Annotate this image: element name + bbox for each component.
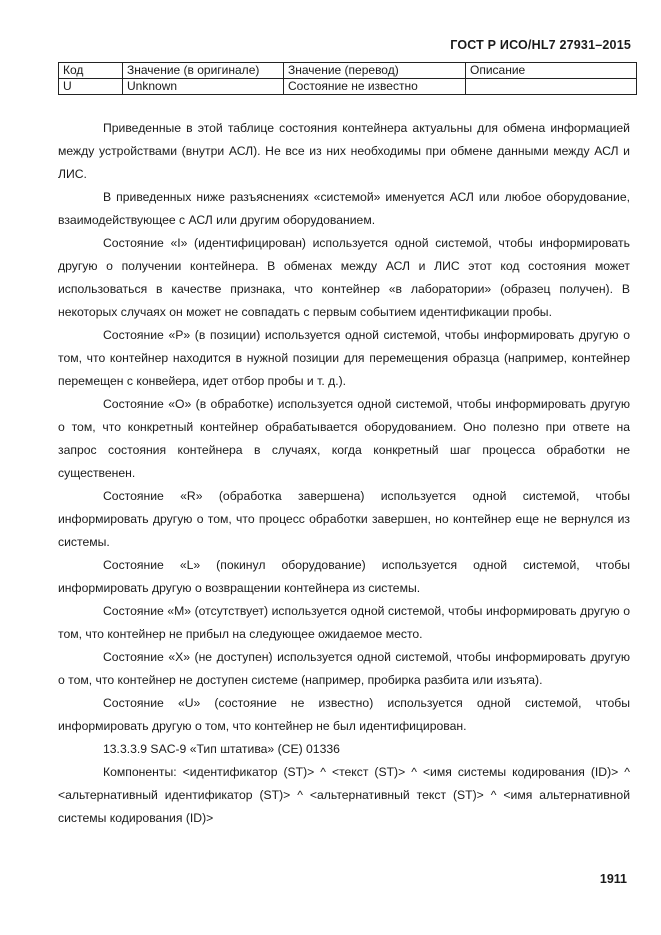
table-cell <box>466 79 637 95</box>
table-cell: U <box>59 79 123 95</box>
paragraph: В приведенных ниже разъяснениях «системой» именуется АСЛ или любое оборудование, взаимодействующее с АСЛ или другим оборудованием. <box>58 190 630 227</box>
table-header-cell: Значение (перевод) <box>284 63 466 79</box>
section-heading: 13.3.3.9 SAC-9 «Тип штатива» (CE) 01336 <box>103 742 340 756</box>
paragraph: Состояние «P» (в позиции) используется одной системой, чтобы информировать другую о том, что контейнер находится в нужной позиции для перемещения образца (например, контейнер перемещен с конвейера, идет отбор пробы и т. д.). <box>58 328 630 388</box>
standard-code-header: ГОСТ Р ИСО/HL7 27931–2015 <box>450 38 631 52</box>
paragraph: Состояние «L» (покинул оборудование) используется одной системой, чтобы информировать другую о возвращении контейнера из системы. <box>58 558 630 595</box>
paragraph: Состояние «R» (обработка завершена) используется одной системой, чтобы информировать другую о том, что процесс обработки завершен, но контейнер еще не вернулся из системы. <box>58 489 630 549</box>
table-header-cell: Значение (в оригинале) <box>123 63 284 79</box>
paragraph: Состояние «I» (идентифицирован) используется одной системой, чтобы информировать другую о получении контейнера. В обменах между АСЛ и ЛИС этот код состояния может использоваться в качестве признака, что контейнер «в лаборатории» (образец получен). В некоторых случаях он может не совпадать с первым событием идентификации пробы. <box>58 236 630 319</box>
table-header-cell: Описание <box>466 63 637 79</box>
paragraph: Состояние «X» (не доступен) используется одной системой, чтобы информировать другую о том, что контейнер не доступен системе (например, пробирка разбита или изъята). <box>58 650 630 687</box>
status-code-table <box>58 62 637 95</box>
paragraph: Состояние «U» (состояние не известно) используется одной системой, чтобы информировать другую о том, что контейнер не был идентифицирован. <box>58 696 630 733</box>
page-number: 1911 <box>599 872 627 886</box>
table-header-row <box>59 63 637 79</box>
table-cell: Состояние не известно <box>284 79 466 95</box>
body-text <box>58 117 630 830</box>
table-cell: Unknown <box>123 79 284 95</box>
paragraph: Состояние «O» (в обработке) используется одной системой, чтобы информировать другую о том, что конкретный контейнер обрабатывается оборудованием. Оно полезно при ответе на запрос состояния контейнера в случаях, когда конкретный шаг процесса обработки не существенен. <box>58 397 630 480</box>
table-header-cell: Код <box>59 63 123 79</box>
paragraph: Состояние «M» (отсутствует) используется одной системой, чтобы информировать другую о том, что контейнер не прибыл на следующее ожидаемое место. <box>58 604 630 641</box>
table-row <box>59 79 637 95</box>
paragraph: Приведенные в этой таблице состояния контейнера актуальны для обмена информацией между устройствами (внутри АСЛ). Не все из них необходимы при обмене данными между АСЛ и ЛИС. <box>58 121 630 181</box>
paragraph: Компоненты: <идентификатор (ST)> ^ <текст (ST)> ^ <имя системы кодирования (ID)> ^ <альтернативный идентификатор (ST)> ^ <альтернативный текст (ST)> ^ <имя альтернативной системы кодирования (ID)> <box>58 765 630 825</box>
